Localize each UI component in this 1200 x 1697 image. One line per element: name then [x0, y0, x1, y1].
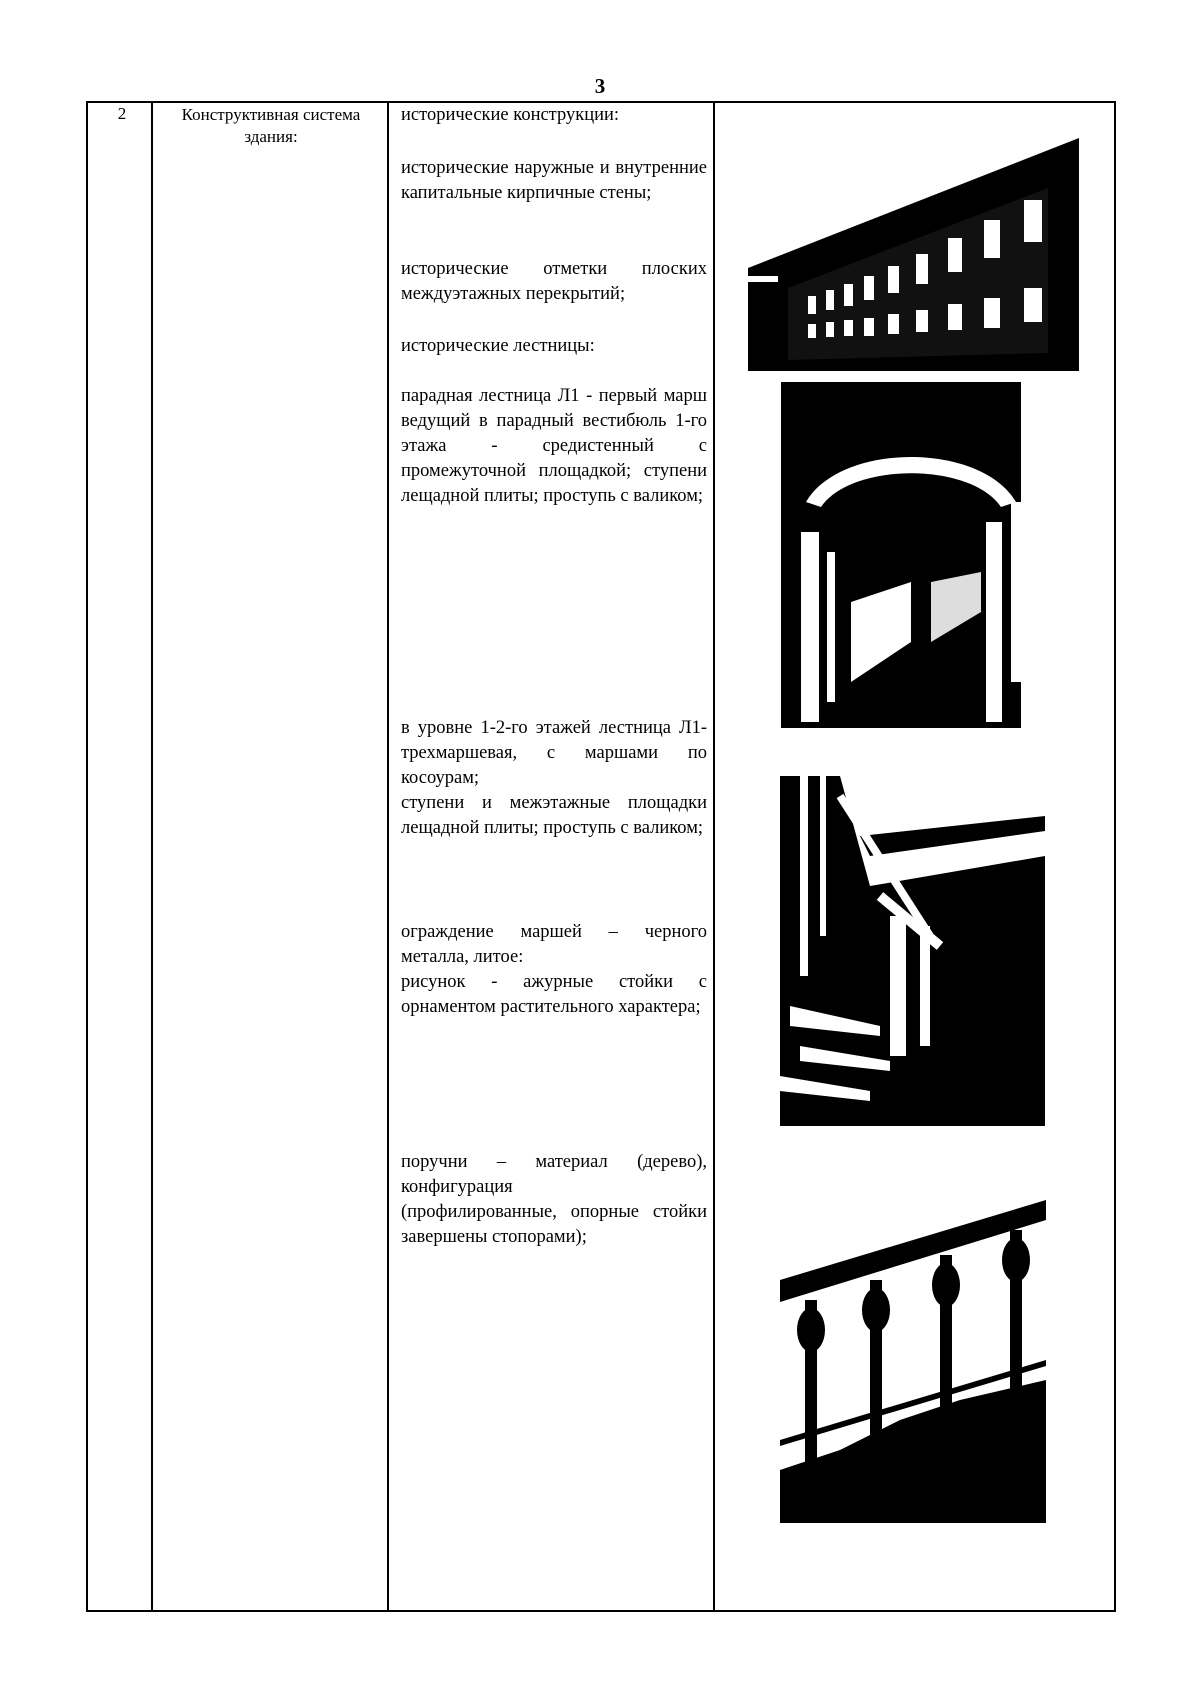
column-divider-1: [151, 101, 153, 1612]
description-text: исторические наружные и внутренние капитальные кирпичные стены;: [401, 158, 707, 203]
photo-building-facade: [748, 138, 1079, 371]
photo-vestibule-arches: [781, 382, 1042, 728]
column-divider-3: [713, 101, 715, 1612]
row-name: Конструктивная система здания:: [181, 105, 361, 146]
column-divider-2: [387, 101, 389, 1612]
page-number: 3: [594, 74, 606, 98]
description-text: ограждение маршей – черного металла, литое:: [401, 922, 707, 967]
photo-balusters-handrail: [780, 1180, 1046, 1523]
description-block-8: [401, 1150, 707, 1250]
description-text: рисунок - ажурные стойки с орнаментом растительного характера;: [401, 972, 707, 1017]
table-border-left: [86, 101, 88, 1612]
description-block-2: [401, 156, 707, 206]
description-text: (профилированные, опорные стойки завершены стопорами);: [401, 1202, 707, 1247]
table-border-right: [1114, 101, 1116, 1612]
description-text: парадная лестница Л1 - первый марш ведущий в парадный вестибюль 1-го этажа - средистенный с промежуточной площадкой; ступени лещадной плиты; проступь с валиком;: [401, 386, 707, 506]
description-block-3: [401, 257, 707, 307]
description-block-7: [401, 920, 707, 1020]
description-block-4: [401, 334, 707, 359]
description-text: исторические лестницы:: [401, 336, 595, 356]
description-text: ступени и межэтажные площадки лещадной плиты; проступь с валиком;: [401, 793, 707, 838]
description-text: исторические конструкции:: [401, 105, 620, 125]
description-text: исторические отметки плоских междуэтажных перекрытий;: [401, 259, 707, 304]
description-text: поручни – материал (дерево), конфигурация: [401, 1152, 707, 1197]
table-border-bottom: [86, 1610, 1116, 1612]
description-block-5: [401, 384, 707, 509]
photo-staircase-railing: [780, 776, 1045, 1126]
description-block-1: [401, 103, 707, 128]
description-text: в уровне 1-2-го этажей лестница Л1- трехмаршевая, с маршами по косоурам;: [401, 718, 707, 788]
description-block-6: [401, 716, 707, 841]
row-number: 2: [117, 104, 127, 123]
